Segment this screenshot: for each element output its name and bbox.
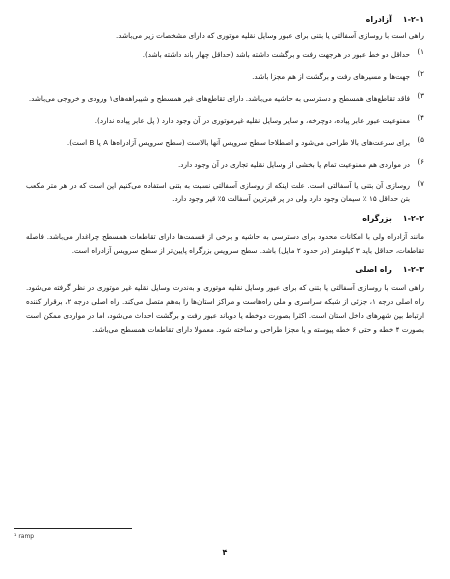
section-heading-main-road — [26, 264, 424, 275]
freeway-characteristics-list — [26, 47, 424, 205]
section-heading-expressway — [26, 213, 424, 224]
list-item-text: برای سرعت‌های بالا طراحی می‌شود و اصطلاحا سطح سرویس آنها بالاست (سطح سرویس آزادراه‌ها A یا B است). — [66, 138, 410, 147]
section-number: ۱-۲-۲ — [402, 214, 424, 223]
footnote: ¹ ramp — [14, 533, 35, 540]
list-item-number: ۶) — [417, 157, 424, 166]
list-item — [26, 157, 424, 173]
list-item-number: ۷) — [417, 179, 424, 188]
list-item — [26, 69, 424, 85]
section-title: بزرگراه — [362, 214, 392, 223]
section-intro: راهی است با روسازی آسفالتی یا بتنی برای عبور وسایل نقلیه موتوری که دارای مشخصات زیر می‌باشد. — [115, 31, 424, 40]
list-item-number: ۴) — [417, 113, 424, 122]
section-intro: راهی است با روسازی آسفالتی یا بتنی که برای عبور وسایل نقلیه موتوری و به‌ندرت وسایل نقلیه غیر موتوری در نظر گرفته می‌شود. راه اصلی درجه ۱، جزئی از شبکه سراسری و ملی راه‌هاست و مراکز استان‌ها را به‌هم متصل می‌کند. راه اصلی درجه ۲، برقرار کننده ارتباط بین شهرهای داخل استان است. اکثرا بصورت دوخطه یا دوباند عبور رفت و برگشت احداث می‌شود، اما در مواردی ممکن است بصورت ۴ خطه و حتی ۶ خطه پیوسته و یا مجزا طراحی و ساخته شود. معمولا دارای تقاطعات همسطح می‌باشد. — [26, 283, 425, 334]
section-title: آزادراه — [365, 15, 392, 24]
list-item-number: ۳) — [417, 91, 424, 100]
list-item — [26, 179, 424, 205]
section-number: ۱-۲-۱ — [402, 15, 424, 24]
list-item — [26, 91, 424, 107]
section-title: راه اصلی — [355, 265, 392, 274]
list-item-text: در مواردی هم ممنوعیت تمام یا بخشی از وسایل نقلیه تجاری در آن وجود دارد. — [177, 160, 410, 169]
section-number: ۱-۲-۳ — [402, 265, 424, 274]
page-number: ۴ — [222, 548, 228, 557]
list-item-text: جهت‌ها و مسیرهای رفت و برگشت از هم مجزا باشد. — [252, 72, 410, 81]
list-item-number: ۲) — [417, 69, 424, 78]
list-item-text: روسازی آن بتنی یا آسفالتی است. علت اینکه از روسازی آسفالتی نسبت به بتنی استفاده می‌کنیم این است که در هر متر مکعب بتن حداقل ۱۵ ٪ سیمان وجود دارد ولی در پر قیرترین آسفالت ۵٪ قیر وجود دارد. — [26, 181, 410, 203]
list-item — [26, 135, 424, 151]
list-item-text: ممنوعیت عبور عابر پیاده، دوچرخه، و سایر وسایل نقلیه غیرموتوری در آن وجود دارد ( پل عابر پیاده ندارد). — [94, 116, 410, 125]
page-content — [26, 14, 424, 343]
list-item-text: فاقد تقاطع‌های همسطح و دسترسی به حاشیه می‌باشد. دارای تقاطع‌های غیر همسطح و شیبراهه‌های۱ ورودی و خروجی می‌باشد. — [28, 94, 410, 103]
list-item — [26, 47, 424, 63]
list-item — [26, 113, 424, 129]
list-item-number: ۵) — [417, 135, 424, 144]
footnote-divider — [14, 528, 132, 529]
list-item-text: حداقل دو خط عبور در هرجهت رفت و برگشت داشته باشد (حداقل چهار باند داشته باشد). — [142, 50, 410, 59]
list-item-number: ۱) — [417, 47, 424, 56]
section-heading-freeway — [26, 14, 424, 25]
section-intro: مانند آزادراه ولی با امکانات محدود برای دسترسی به حاشیه و برخی از قسمت‌ها دارای تقاطعات همسطح چراغدار می‌باشد. فاصله تقاطعات، حداقل باید ۳ کیلومتر (در حدود ۲ مایل) باشد. سطح سرویس بزرگراه پایین‌تر از سطح سرویس آزادراه است. — [26, 232, 424, 255]
